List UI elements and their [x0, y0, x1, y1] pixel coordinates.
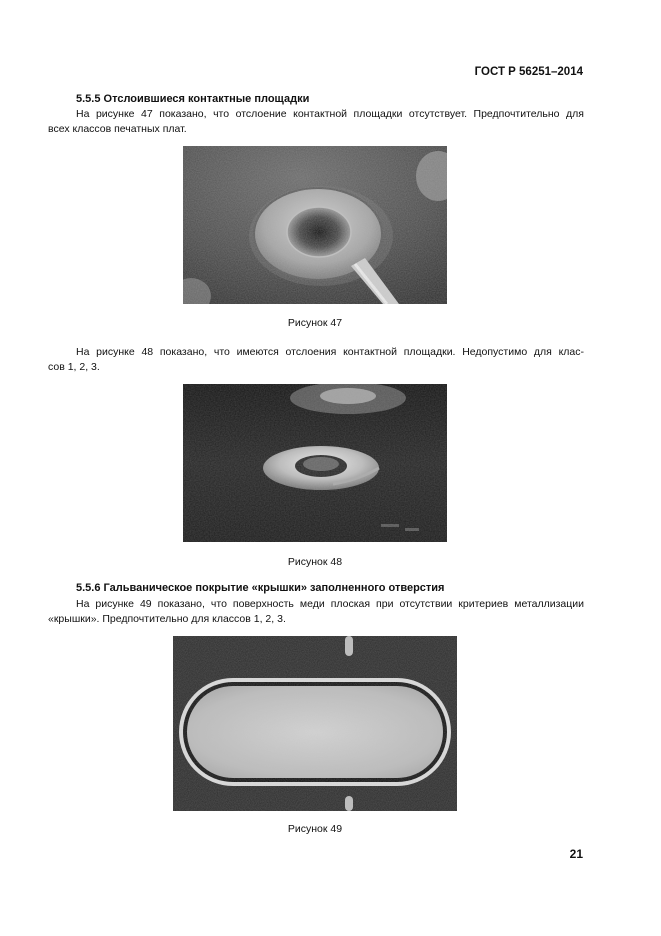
figure-49-caption: Рисунок 49	[287, 823, 343, 835]
paragraph-fig48	[48, 345, 584, 375]
figure-49-photo	[173, 636, 457, 811]
paragraph-line: На рисунке 49 показано, что поверхность меди плоская при отсутствии критериев металлизации	[76, 598, 584, 610]
section-title-5-5-6: 5.5.6 Гальваническое покрытие «крышки» заполненного отверстия	[76, 582, 445, 594]
paragraph-line: На рисунке 48 показано, что имеются отслоения контактной площадки. Недопустимо для клас-	[76, 346, 584, 358]
paragraph-line: На рисунке 47 показано, что отслоение контактной площадки отсутствует. Предпочтительно для	[76, 108, 584, 120]
figure-47-caption: Рисунок 47	[287, 317, 343, 329]
section-title-5-5-5: 5.5.5 Отслоившиеся контактные площадки	[76, 93, 310, 105]
figure-48-caption: Рисунок 48	[287, 556, 343, 568]
paragraph-line: всех классов печатных плат.	[48, 123, 187, 135]
figure-48-photo	[183, 384, 447, 542]
page-number: 21	[569, 847, 583, 861]
document-code: ГОСТ Р 56251–2014	[474, 66, 583, 78]
paragraph-fig47	[48, 107, 584, 137]
figure-47-photo	[183, 146, 447, 304]
paragraph-fig49	[48, 597, 584, 627]
paragraph-line: сов 1, 2, 3.	[48, 361, 100, 373]
paragraph-line: «крышки». Предпочтительно для классов 1, 2, 3.	[48, 613, 286, 625]
